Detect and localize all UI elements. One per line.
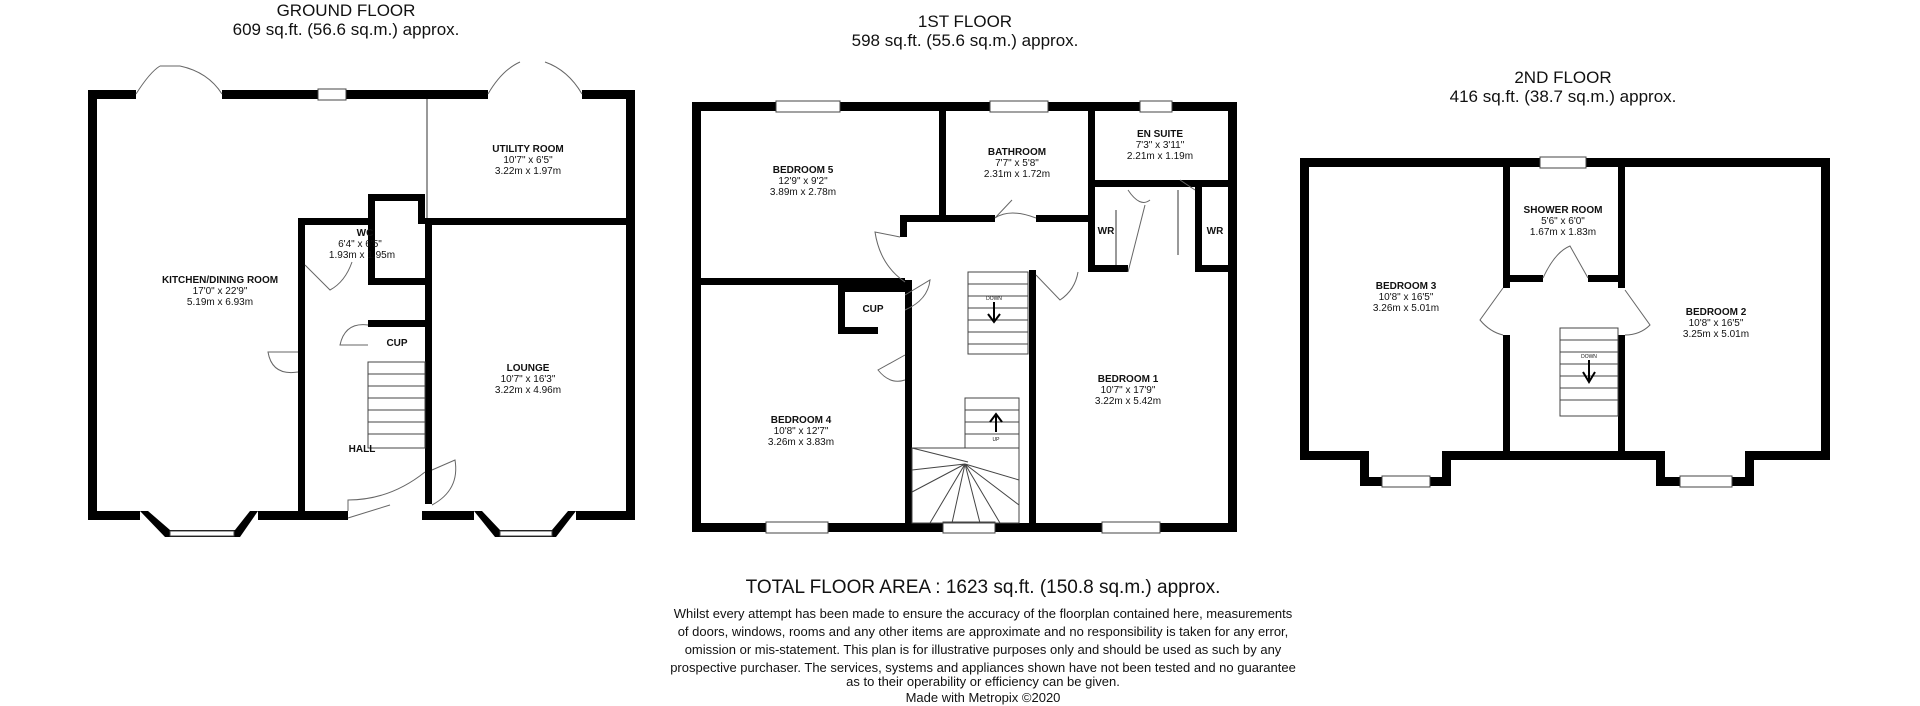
room-dim-lounge-imperial: 10'7" x 16'3"	[500, 374, 556, 385]
second-floor	[1300, 68, 1830, 487]
door-swing	[1036, 272, 1078, 300]
credit-line: Made with Metropix ©2020	[905, 690, 1061, 705]
wall	[900, 215, 995, 222]
door-swing	[1128, 190, 1150, 272]
footer	[670, 577, 1296, 705]
window	[1680, 476, 1732, 487]
wall	[1300, 451, 1368, 460]
disclaimer-line-1: Whilst every attempt has been made to ensure the accuracy of the floorplan contained here, measurements	[673, 606, 1293, 621]
window	[1540, 157, 1586, 168]
stair-down-label: DOWN	[1581, 354, 1597, 360]
wall	[368, 278, 425, 285]
wall	[1088, 102, 1095, 182]
room-dim-wc-imperial: 6'4" x 6'5"	[338, 239, 382, 250]
door-swing	[305, 262, 352, 290]
wall	[1442, 451, 1664, 460]
wall	[222, 90, 488, 99]
room-dim-shower-imperial: 5'6" x 6'0"	[1541, 216, 1585, 227]
window	[500, 531, 552, 536]
room-dim-bedroom5-metric: 3.89m x 2.78m	[769, 187, 837, 198]
front-door	[348, 505, 390, 518]
room-dim-bedroom4-metric: 3.26m x 3.83m	[767, 437, 835, 448]
wall	[692, 278, 905, 285]
wall	[576, 511, 635, 520]
wall	[692, 102, 701, 532]
wall	[1088, 180, 1095, 270]
window	[990, 101, 1048, 112]
room-dim-kitchen-imperial: 17'0" x 22'9"	[192, 286, 248, 297]
first-floor	[692, 12, 1237, 533]
room-name-shower: SHOWER ROOM	[1523, 205, 1603, 216]
cupboard-label: CUP	[862, 304, 884, 315]
window	[1102, 522, 1160, 533]
room-dim-wc-metric: 1.93m x 1.95m	[328, 250, 396, 261]
window	[943, 522, 995, 533]
wall	[1745, 451, 1830, 460]
french-door	[136, 66, 222, 94]
room-dim-ensuite-imperial: 7'3" x 3'11"	[1135, 140, 1185, 151]
room-name-lounge: LOUNGE	[506, 363, 550, 374]
wall	[838, 327, 878, 334]
staircase	[368, 362, 425, 448]
winder-stairs	[912, 448, 1019, 523]
wall	[939, 102, 946, 222]
window	[776, 101, 840, 112]
room-dim-bedroom2-metric: 3.25m x 5.01m	[1682, 329, 1750, 340]
room-dim-bedroom1-metric: 3.22m x 5.42m	[1094, 396, 1162, 407]
room-name-bedroom2: BEDROOM 2	[1685, 307, 1747, 318]
door-swing	[995, 200, 1036, 218]
stair-up-arrow	[990, 414, 1002, 432]
wall	[422, 511, 474, 520]
door-swing	[1625, 290, 1650, 335]
window	[1382, 476, 1430, 487]
disclaimer-line-4: prospective purchaser. The services, systems and appliances shown have not been tested and no guarantee	[670, 660, 1296, 675]
window	[170, 531, 234, 536]
room-dim-bedroom4-imperial: 10'8" x 12'7"	[773, 426, 829, 437]
wall	[838, 285, 905, 292]
wall	[1503, 275, 1543, 282]
wall	[1503, 158, 1510, 288]
room-name-wc: WC	[356, 228, 374, 239]
wall	[1228, 102, 1237, 532]
window	[318, 89, 346, 100]
ground-floor	[88, 1, 635, 537]
disclaimer-line-2: of doors, windows, rooms and any other items are approximate and no responsibility is taken for any error,	[677, 624, 1289, 639]
first-floor-title: 1ST FLOOR	[917, 12, 1013, 31]
wall	[1036, 215, 1095, 222]
room-dim-shower-metric: 1.67m x 1.83m	[1529, 227, 1597, 238]
ground-floor-area: 609 sq.ft. (56.6 sq.m.) approx.	[232, 20, 460, 39]
room-name-bedroom3: BEDROOM 3	[1375, 281, 1437, 292]
wall	[298, 218, 305, 520]
room-dim-kitchen-metric: 5.19m x 6.93m	[186, 297, 254, 308]
room-name-ensuite: EN SUITE	[1136, 129, 1184, 140]
wall	[1088, 265, 1128, 272]
door-swing	[432, 460, 456, 505]
room-dim-lounge-metric: 3.22m x 4.96m	[494, 385, 562, 396]
wall	[368, 194, 424, 201]
room-dim-bedroom5-imperial: 12'9" x 9'2"	[778, 176, 828, 187]
room-dim-bathroom-metric: 2.31m x 1.72m	[983, 169, 1051, 180]
room-dim-bedroom1-imperial: 10'7" x 17'9"	[1100, 385, 1156, 396]
french-door	[488, 62, 582, 94]
wall	[1821, 158, 1830, 460]
wall	[1088, 180, 1237, 187]
stair-down-arrow	[988, 302, 1000, 322]
cupboard-label: CUP	[386, 338, 408, 349]
door-swing	[340, 325, 368, 345]
room-dim-utility-metric: 3.22m x 1.97m	[494, 166, 562, 177]
wall	[1029, 270, 1036, 532]
wardrobe-label-left: WR	[1097, 226, 1115, 237]
disclaimer-line-5: as to their operability or efficiency can be given.	[846, 674, 1120, 689]
room-dim-ensuite-metric: 2.21m x 1.19m	[1126, 151, 1194, 162]
wall	[1588, 275, 1625, 282]
wall	[427, 218, 635, 225]
ground-floor-title: GROUND FLOOR	[276, 1, 416, 20]
wall	[905, 280, 912, 532]
first-floor-area: 598 sq.ft. (55.6 sq.m.) approx.	[851, 31, 1079, 50]
wardrobe-label-right: WR	[1206, 226, 1224, 237]
wall	[1195, 180, 1202, 272]
door-swing	[878, 355, 905, 381]
second-floor-title: 2ND FLOOR	[1514, 68, 1612, 87]
wall	[298, 218, 368, 225]
stair-down-label: DOWN	[986, 296, 1002, 302]
room-name-utility: UTILITY ROOM	[492, 144, 564, 155]
wall	[1618, 335, 1625, 460]
wall	[1618, 158, 1625, 288]
window	[1140, 101, 1172, 112]
wall	[626, 90, 635, 520]
hall-label: HALL	[348, 444, 376, 455]
door-swing	[1543, 246, 1588, 278]
wall	[418, 194, 425, 224]
door-swing	[348, 472, 425, 511]
wall	[88, 511, 140, 520]
window	[766, 522, 828, 533]
second-floor-area: 416 sq.ft. (38.7 sq.m.) approx.	[1449, 87, 1677, 106]
room-name-bedroom4: BEDROOM 4	[770, 415, 832, 426]
wall	[1029, 270, 1036, 278]
door-swing	[268, 352, 298, 373]
room-name-kitchen: KITCHEN/DINING ROOM	[161, 275, 279, 286]
room-dim-bedroom3-metric: 3.26m x 5.01m	[1372, 303, 1440, 314]
room-dim-utility-imperial: 10'7" x 6'5"	[503, 155, 553, 166]
wall	[900, 215, 907, 237]
room-dim-bathroom-imperial: 7'7" x 5'8"	[995, 158, 1039, 169]
room-name-bedroom1: BEDROOM 1	[1097, 374, 1159, 385]
wall	[1503, 335, 1510, 460]
stair-up-label: UP	[992, 437, 1000, 443]
wall	[425, 218, 432, 504]
room-dim-bedroom3-imperial: 10'8" x 16'5"	[1378, 292, 1434, 303]
room-dim-bedroom2-imperial: 10'8" x 16'5"	[1688, 318, 1744, 329]
room-name-bedroom5: BEDROOM 5	[772, 165, 834, 176]
door-swing	[875, 232, 905, 282]
stair-down-arrow	[1583, 360, 1595, 382]
wall	[88, 90, 97, 520]
wall	[838, 285, 845, 333]
door-swing	[1480, 288, 1503, 335]
disclaimer-line-3: omission or mis-statement. This plan is for illustrative purposes only and should be used as such by any	[684, 642, 1282, 657]
wall	[368, 320, 425, 327]
room-name-bathroom: BATHROOM	[987, 147, 1047, 158]
total-floor-area: TOTAL FLOOR AREA : 1623 sq.ft. (150.8 sq.m.) approx.	[745, 577, 1221, 598]
wall	[1300, 158, 1309, 460]
